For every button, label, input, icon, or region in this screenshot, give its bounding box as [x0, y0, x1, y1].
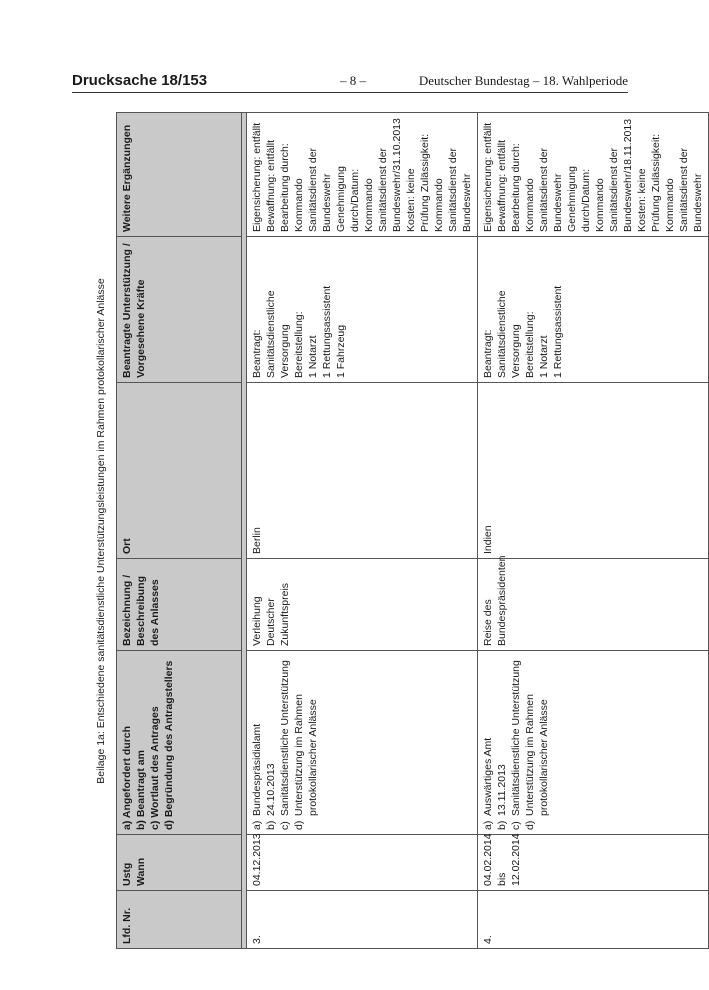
rotated-table-area — [90, 113, 704, 949]
table-row — [478, 113, 709, 949]
row-bez: Reise des Bundespräsidenten — [478, 559, 709, 651]
row-d: Unterstützung im Rahmen protokollarischer Anlässe — [524, 694, 550, 816]
row-a: Bundespräsidialamt — [251, 723, 263, 816]
col-kraefte: Beantragte Unterstützung / Vorgesehene Kräfte — [117, 237, 242, 383]
document-number: Drucksache 18/153 — [72, 72, 208, 89]
row-a: Auswärtiges Amt — [482, 737, 494, 816]
publisher-line: Deutscher Bundestag – 18. Wahlperiode — [418, 73, 628, 88]
table-header-row — [117, 113, 242, 949]
col-c: c) Wortlaut des Antrages — [149, 706, 161, 830]
col-ort: Ort — [117, 383, 242, 559]
row-ort: Indien — [478, 383, 709, 559]
row-nr: 3. — [247, 891, 478, 949]
page-header — [72, 72, 628, 94]
page-number: – 8 – — [340, 73, 366, 88]
col-b: b) Beantragt am — [135, 750, 147, 830]
col-a: a) Angefordert durch — [121, 725, 133, 830]
row-b: 24.10.2013 — [265, 763, 277, 816]
row-erg: Eigensicherung: entfällt Bewaffnung: entfällt Bearbeitung durch: Kommando Sanitätsdienst der Bundeswehr Genehmigung durch/Datum: Kommando Sanitätsdienst der Bundeswehr/31.10.2013 Kosten: keine Prüfung Zulässigkeit: Kommando Sanitätsdienst der Bundeswehr — [247, 113, 478, 237]
row-erg: Eigensicherung: entfällt Bewaffnung: entfällt Bearbeitung durch: Kommando Sanitätsdienst der Bundeswehr Genehmigung durch/Datum: Kommando Sanitätsdienst der Bundeswehr/18.11.2013 Kosten: keine Prüfung Zulässigkeit: Kommando Sanitätsdienst der Bundeswehr — [478, 113, 709, 237]
row-wann: 04.12.2013 — [247, 835, 478, 891]
col-ustg: Ustg Wann — [117, 835, 242, 891]
header-rule — [72, 92, 628, 93]
col-bez: Bezeichnung / Beschreibung des Anlasses — [117, 559, 242, 651]
row-c: Sanitätsdienstliche Unterstützung — [279, 660, 291, 816]
row-kraefte: Beantragt: Sanitätsdienstliche Versorgung Bereitstellung: 1 Notarzt 1 Rettungsassistent — [478, 237, 709, 383]
row-b: 13.11.2013 — [496, 764, 508, 816]
row-kraefte: Beantragt: Sanitätsdienstliche Versorgung Bereitstellung: 1 Notarzt 1 Rettungsassistent 1 Fahrzeug — [247, 237, 478, 383]
row-abcd: a) Auswärtiges Amt b) 13.11.2013 c) Sanitätsdienstliche Unterstützung d) Unterstützung im Rahmen protokollarischer Anlässe — [478, 651, 709, 835]
row-wann: 04.02.2014 bis 12.02.2014 — [478, 835, 709, 891]
landscape-page — [90, 113, 704, 949]
col-lfd: Lfd. Nr. — [117, 891, 242, 949]
row-bez: Verleihung Deutscher Zukunftspreis — [247, 559, 478, 651]
table-caption: Beilage 1a: Entschiedene sanitätsdienstliche Unterstützungsleistungen im Rahmen protokollarischer Anlässe — [95, 278, 107, 784]
col-abcd — [117, 651, 242, 835]
row-c: Sanitätsdienstliche Unterstützung — [510, 660, 522, 816]
row-abcd: a) Bundespräsidialamt b) 24.10.2013 c) Sanitätsdienstliche Unterstützung d) Unterstützung im Rahmen protokollarischer Anlässe — [247, 651, 478, 835]
table-row — [247, 113, 478, 949]
row-ort: Berlin — [247, 383, 478, 559]
row-d: Unterstützung im Rahmen protokollarischer Anlässe — [293, 694, 319, 816]
col-d: d) Begründung des Antragstellers — [163, 660, 175, 830]
col-erg: Weitere Ergänzungen — [117, 113, 242, 237]
row-nr: 4. — [478, 891, 709, 949]
support-table — [116, 112, 709, 949]
